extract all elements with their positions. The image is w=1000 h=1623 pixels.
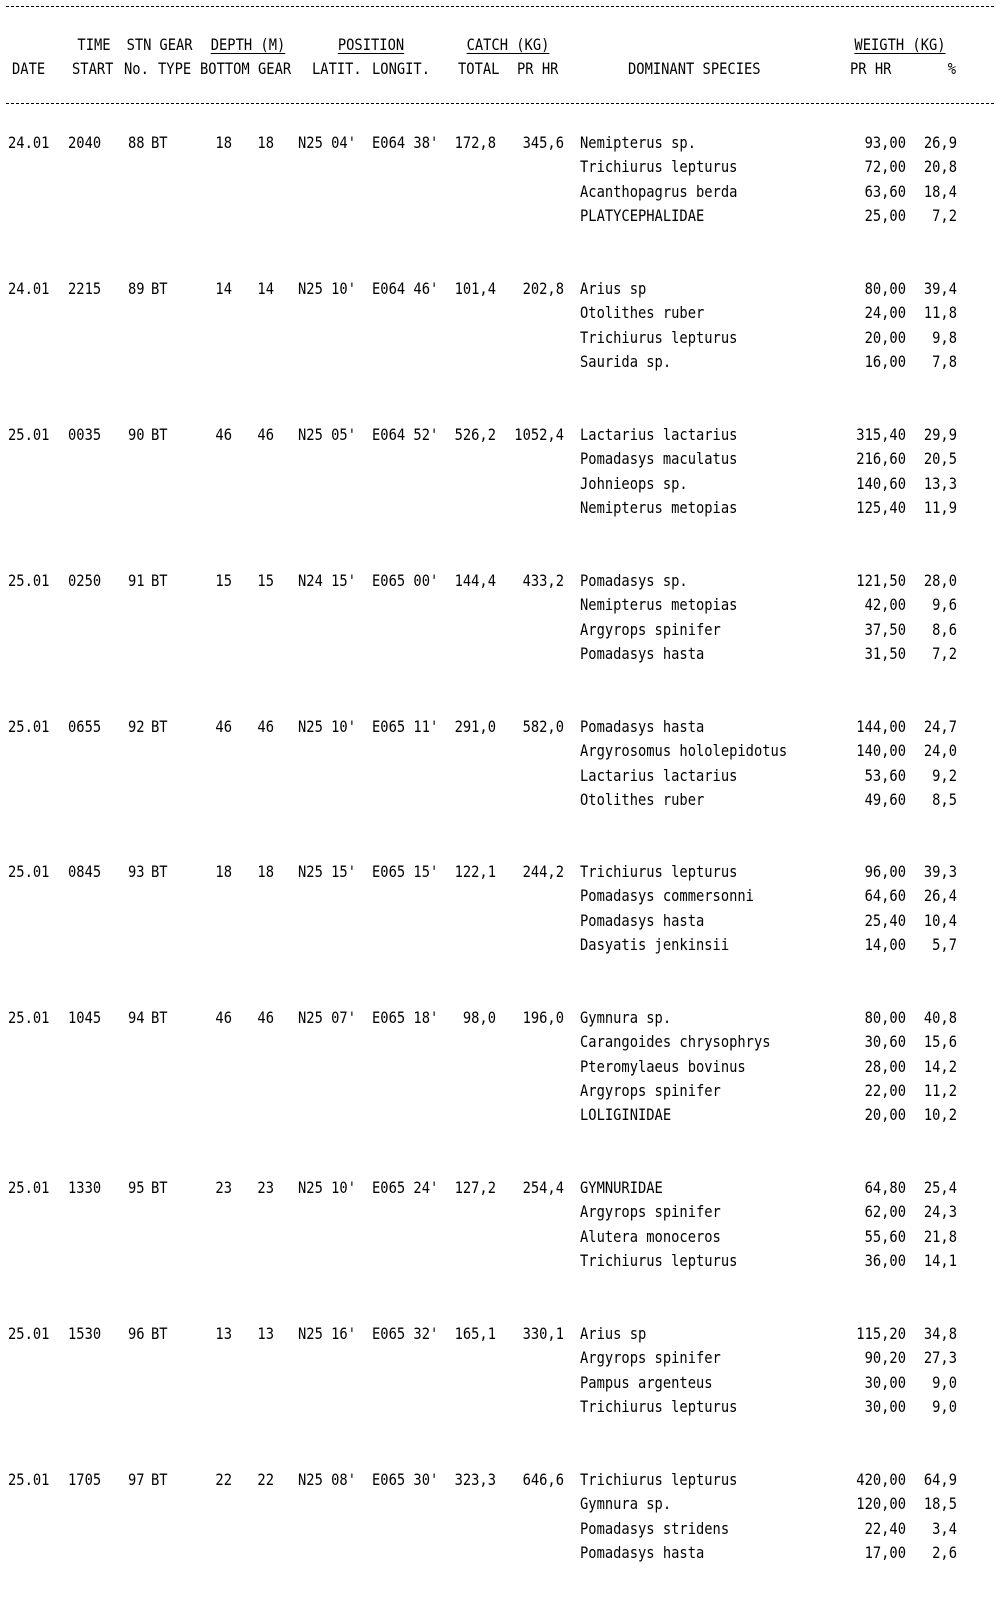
species-percent: 14,1 (923, 1251, 957, 1270)
species-weight-prhr: 30,00 (864, 1373, 906, 1392)
species-name: Pomadasys hasta (580, 644, 705, 663)
cell-longitude: E065 24' (372, 1178, 439, 1197)
species-weight-prhr: 115,20 (856, 1324, 906, 1343)
cell-catch-prhr: 646,6 (522, 1470, 564, 1489)
species-name: Trichiurus lepturus (580, 862, 738, 881)
cell-gear-type: BT (151, 133, 168, 152)
cell-date: 25.01 (8, 1008, 50, 1027)
species-weight-prhr: 17,00 (864, 1543, 906, 1562)
cell-gear-type: BT (151, 717, 168, 736)
header-weigth: WEIGTH (KG) (854, 35, 946, 54)
species-percent: 18,5 (923, 1494, 957, 1513)
species-name: Pampus argenteus (580, 1373, 713, 1392)
cell-station-no: 90 (128, 425, 145, 444)
species-name: Argyrops spinifer (580, 1202, 721, 1221)
species-percent: 10,4 (923, 911, 957, 930)
cell-depth-bottom: 46 (215, 717, 232, 736)
cell-station-no: 88 (128, 133, 145, 152)
cell-gear-type: BT (151, 425, 168, 444)
species-weight-prhr: 22,40 (864, 1519, 906, 1538)
cell-depth-gear: 15 (257, 571, 274, 590)
cell-gear-type: BT (151, 571, 168, 590)
species-name: Trichiurus lepturus (580, 1397, 738, 1416)
species-name: LOLIGINIDAE (580, 1105, 672, 1124)
species-name: Gymnura sp. (580, 1008, 672, 1027)
species-name: Argyrops spinifer (580, 1348, 721, 1367)
species-weight-prhr: 14,00 (864, 935, 906, 954)
cell-latitude: N25 10' (298, 1178, 356, 1197)
species-name: Trichiurus lepturus (580, 157, 738, 176)
cell-longitude: E064 46' (372, 279, 439, 298)
species-percent: 7,8 (932, 352, 957, 371)
header-dominant-species: DOMINANT SPECIES (628, 59, 761, 78)
cell-station-no: 89 (128, 279, 145, 298)
species-weight-prhr: 30,00 (864, 1397, 906, 1416)
cell-depth-bottom: 18 (215, 862, 232, 881)
cell-depth-bottom: 22 (215, 1470, 232, 1489)
species-name: Pomadasys hasta (580, 717, 705, 736)
header-no: No. (124, 59, 149, 78)
species-percent: 13,3 (923, 474, 957, 493)
cell-catch-prhr: 254,4 (522, 1178, 564, 1197)
cell-latitude: N25 15' (298, 862, 356, 881)
species-percent: 20,5 (923, 449, 957, 468)
cell-depth-gear: 22 (257, 1470, 274, 1489)
species-percent: 27,3 (923, 1348, 957, 1367)
species-percent: 25,4 (923, 1178, 957, 1197)
species-name: Acanthopagrus berda (580, 182, 738, 201)
species-name: Alutera monoceros (580, 1227, 721, 1246)
species-name: Lactarius lactarius (580, 425, 738, 444)
cell-depth-bottom: 13 (215, 1324, 232, 1343)
cell-latitude: N25 08' (298, 1470, 356, 1489)
cell-gear-type: BT (151, 1008, 168, 1027)
cell-station-no: 95 (128, 1178, 145, 1197)
species-weight-prhr: 80,00 (864, 1008, 906, 1027)
cell-time-start: 2215 (68, 279, 102, 298)
species-name: Pomadasys maculatus (580, 449, 738, 468)
cell-time-start: 0655 (68, 717, 102, 736)
cell-longitude: E065 18' (372, 1008, 439, 1027)
cell-date: 25.01 (8, 425, 50, 444)
species-percent: 7,2 (932, 206, 957, 225)
species-name: Nemipterus metopias (580, 595, 738, 614)
cell-longitude: E065 00' (372, 571, 439, 590)
species-percent: 28,0 (923, 571, 957, 590)
cell-depth-bottom: 18 (215, 133, 232, 152)
cell-gear-type: BT (151, 1178, 168, 1197)
cell-gear-type: BT (151, 862, 168, 881)
species-weight-prhr: 90,20 (864, 1348, 906, 1367)
species-percent: 64,9 (923, 1470, 957, 1489)
species-weight-prhr: 96,00 (864, 862, 906, 881)
species-weight-prhr: 55,60 (864, 1227, 906, 1246)
species-weight-prhr: 216,60 (856, 449, 906, 468)
species-percent: 9,0 (932, 1373, 957, 1392)
species-weight-prhr: 125,40 (856, 498, 906, 517)
species-percent: 26,9 (923, 133, 957, 152)
header-bottom: BOTTOM (200, 59, 250, 78)
cell-time-start: 0035 (68, 425, 102, 444)
species-weight-prhr: 28,00 (864, 1057, 906, 1076)
cell-latitude: N25 07' (298, 1008, 356, 1027)
species-percent: 24,3 (923, 1202, 957, 1221)
species-weight-prhr: 25,40 (864, 911, 906, 930)
species-percent: 9,2 (932, 766, 957, 785)
header-latit: LATIT. (312, 59, 362, 78)
header-position: POSITION (337, 35, 405, 54)
cell-gear-type: BT (151, 1324, 168, 1343)
species-percent: 26,4 (923, 886, 957, 905)
cell-time-start: 0250 (68, 571, 102, 590)
species-weight-prhr: 72,00 (864, 157, 906, 176)
species-weight-prhr: 121,50 (856, 571, 906, 590)
species-name: GYMNURIDAE (580, 1178, 663, 1197)
species-weight-prhr: 64,80 (864, 1178, 906, 1197)
cell-station-no: 92 (128, 717, 145, 736)
species-percent: 20,8 (923, 157, 957, 176)
species-weight-prhr: 62,00 (864, 1202, 906, 1221)
cell-latitude: N25 05' (298, 425, 356, 444)
species-percent: 9,0 (932, 1397, 957, 1416)
cell-longitude: E065 32' (372, 1324, 439, 1343)
species-name: Pomadasys commersonni (580, 886, 754, 905)
cell-catch-total: 144,4 (454, 571, 496, 590)
species-name: Nemipterus sp. (580, 133, 696, 152)
species-weight-prhr: 20,00 (864, 328, 906, 347)
species-name: Pomadasys hasta (580, 911, 705, 930)
species-percent: 40,8 (923, 1008, 957, 1027)
header-depth-gear: GEAR (258, 59, 292, 78)
cell-time-start: 2040 (68, 133, 102, 152)
cell-depth-gear: 18 (257, 133, 274, 152)
species-weight-prhr: 30,60 (864, 1032, 906, 1051)
species-percent: 39,3 (923, 862, 957, 881)
species-percent: 24,7 (923, 717, 957, 736)
cell-catch-prhr: 196,0 (522, 1008, 564, 1027)
cell-depth-bottom: 46 (215, 425, 232, 444)
cell-catch-total: 526,2 (454, 425, 496, 444)
cell-catch-total: 122,1 (454, 862, 496, 881)
cell-time-start: 1330 (68, 1178, 102, 1197)
cell-station-no: 96 (128, 1324, 145, 1343)
cell-date: 25.01 (8, 1470, 50, 1489)
cell-longitude: E065 30' (372, 1470, 439, 1489)
species-percent: 5,7 (932, 935, 957, 954)
species-weight-prhr: 140,60 (856, 474, 906, 493)
cell-depth-bottom: 23 (215, 1178, 232, 1197)
cell-station-no: 91 (128, 571, 145, 590)
header-start: START (72, 59, 114, 78)
species-weight-prhr: 36,00 (864, 1251, 906, 1270)
species-weight-prhr: 315,40 (856, 425, 906, 444)
species-percent: 24,0 (923, 741, 957, 760)
cell-longitude: E065 11' (372, 717, 439, 736)
cell-depth-bottom: 14 (215, 279, 232, 298)
cell-time-start: 0845 (68, 862, 102, 881)
header-gear: GEAR (159, 35, 193, 54)
species-name: Trichiurus lepturus (580, 328, 738, 347)
species-name: Trichiurus lepturus (580, 1251, 738, 1270)
species-weight-prhr: 22,00 (864, 1081, 906, 1100)
species-name: PLATYCEPHALIDAE (580, 206, 705, 225)
cell-date: 25.01 (8, 862, 50, 881)
species-name: Carangoides chrysophrys (580, 1032, 771, 1051)
header-type: TYPE (158, 59, 192, 78)
species-percent: 15,6 (923, 1032, 957, 1051)
species-percent: 7,2 (932, 644, 957, 663)
species-percent: 8,6 (932, 620, 957, 639)
cell-depth-bottom: 46 (215, 1008, 232, 1027)
species-percent: 39,4 (923, 279, 957, 298)
cell-catch-total: 127,2 (454, 1178, 496, 1197)
cell-date: 24.01 (8, 279, 50, 298)
species-percent: 11,2 (923, 1081, 957, 1100)
cell-depth-gear: 13 (257, 1324, 274, 1343)
species-weight-prhr: 42,00 (864, 595, 906, 614)
cell-catch-prhr: 345,6 (522, 133, 564, 152)
cell-catch-total: 291,0 (454, 717, 496, 736)
species-name: Pteromylaeus bovinus (580, 1057, 746, 1076)
species-weight-prhr: 49,60 (864, 790, 906, 809)
species-weight-prhr: 63,60 (864, 182, 906, 201)
cell-catch-total: 101,4 (454, 279, 496, 298)
cell-time-start: 1045 (68, 1008, 102, 1027)
header-time: TIME (77, 35, 111, 54)
species-weight-prhr: 25,00 (864, 206, 906, 225)
top-rule (6, 6, 994, 7)
header-depth: DEPTH (M) (210, 35, 286, 54)
cell-date: 25.01 (8, 571, 50, 590)
header-catch-prhr: PR HR (517, 59, 559, 78)
species-name: Otolithes ruber (580, 790, 705, 809)
species-percent: 21,8 (923, 1227, 957, 1246)
cell-date: 24.01 (8, 133, 50, 152)
cell-catch-total: 98,0 (462, 1008, 496, 1027)
cell-latitude: N25 16' (298, 1324, 356, 1343)
cell-depth-gear: 14 (257, 279, 274, 298)
cell-gear-type: BT (151, 1470, 168, 1489)
cell-station-no: 93 (128, 862, 145, 881)
cell-latitude: N24 15' (298, 571, 356, 590)
species-weight-prhr: 37,50 (864, 620, 906, 639)
species-percent: 11,9 (923, 498, 957, 517)
species-name: Nemipterus metopias (580, 498, 738, 517)
species-weight-prhr: 420,00 (856, 1470, 906, 1489)
cell-date: 25.01 (8, 1178, 50, 1197)
species-weight-prhr: 64,60 (864, 886, 906, 905)
cell-catch-prhr: 244,2 (522, 862, 564, 881)
cell-longitude: E064 38' (372, 133, 439, 152)
header-stn: STN (126, 35, 152, 54)
species-percent: 11,8 (923, 303, 957, 322)
species-name: Pomadasys stridens (580, 1519, 730, 1538)
cell-catch-prhr: 433,2 (522, 571, 564, 590)
species-weight-prhr: 144,00 (856, 717, 906, 736)
species-name: Saurida sp. (580, 352, 672, 371)
header-weight-prhr: PR HR (850, 59, 892, 78)
cell-depth-gear: 46 (257, 1008, 274, 1027)
cell-catch-total: 323,3 (454, 1470, 496, 1489)
cell-depth-bottom: 15 (215, 571, 232, 590)
header-catch: CATCH (KG) (466, 35, 550, 54)
species-weight-prhr: 140,00 (856, 741, 906, 760)
header-date: DATE (12, 59, 46, 78)
species-name: Lactarius lactarius (580, 766, 738, 785)
species-name: Arius sp (580, 279, 647, 298)
cell-latitude: N25 10' (298, 717, 356, 736)
species-name: Gymnura sp. (580, 1494, 672, 1513)
species-name: Argyrops spinifer (580, 1081, 721, 1100)
species-weight-prhr: 24,00 (864, 303, 906, 322)
species-name: Argyrops spinifer (580, 620, 721, 639)
cell-latitude: N25 10' (298, 279, 356, 298)
cell-latitude: N25 04' (298, 133, 356, 152)
species-name: Arius sp (580, 1324, 647, 1343)
species-name: Pomadasys sp. (580, 571, 688, 590)
cell-catch-total: 172,8 (454, 133, 496, 152)
header-longit: LONGIT. (372, 59, 430, 78)
species-percent: 10,2 (923, 1105, 957, 1124)
species-percent: 9,8 (932, 328, 957, 347)
species-name: Otolithes ruber (580, 303, 705, 322)
cell-gear-type: BT (151, 279, 168, 298)
cell-time-start: 1705 (68, 1470, 102, 1489)
species-name: Argyrosomus hololepidotus (580, 741, 788, 760)
cell-date: 25.01 (8, 1324, 50, 1343)
cell-date: 25.01 (8, 717, 50, 736)
species-name: Dasyatis jenkinsii (580, 935, 730, 954)
cell-longitude: E065 15' (372, 862, 439, 881)
species-weight-prhr: 20,00 (864, 1105, 906, 1124)
header-total: TOTAL (458, 59, 500, 78)
cell-depth-gear: 46 (257, 425, 274, 444)
species-weight-prhr: 93,00 (864, 133, 906, 152)
species-weight-prhr: 53,60 (864, 766, 906, 785)
species-percent: 9,6 (932, 595, 957, 614)
species-percent: 14,2 (923, 1057, 957, 1076)
header-percent: % (947, 59, 956, 78)
cell-catch-total: 165,1 (454, 1324, 496, 1343)
species-weight-prhr: 80,00 (864, 279, 906, 298)
species-weight-prhr: 120,00 (856, 1494, 906, 1513)
species-percent: 2,6 (932, 1543, 957, 1562)
species-percent: 34,8 (923, 1324, 957, 1343)
cell-depth-gear: 46 (257, 717, 274, 736)
species-name: Johnieops sp. (580, 474, 688, 493)
cell-catch-prhr: 202,8 (522, 279, 564, 298)
header-rule (6, 103, 994, 104)
species-weight-prhr: 16,00 (864, 352, 906, 371)
cell-catch-prhr: 582,0 (522, 717, 564, 736)
species-percent: 18,4 (923, 182, 957, 201)
cell-station-no: 97 (128, 1470, 145, 1489)
species-percent: 29,9 (923, 425, 957, 444)
cell-catch-prhr: 330,1 (522, 1324, 564, 1343)
species-percent: 8,5 (932, 790, 957, 809)
cell-depth-gear: 23 (257, 1178, 274, 1197)
cell-depth-gear: 18 (257, 862, 274, 881)
species-name: Pomadasys hasta (580, 1543, 705, 1562)
species-percent: 3,4 (932, 1519, 957, 1538)
species-name: Trichiurus lepturus (580, 1470, 738, 1489)
species-weight-prhr: 31,50 (864, 644, 906, 663)
cell-longitude: E064 52' (372, 425, 439, 444)
cell-time-start: 1530 (68, 1324, 102, 1343)
cell-catch-prhr: 1052,4 (514, 425, 564, 444)
cell-station-no: 94 (128, 1008, 145, 1027)
